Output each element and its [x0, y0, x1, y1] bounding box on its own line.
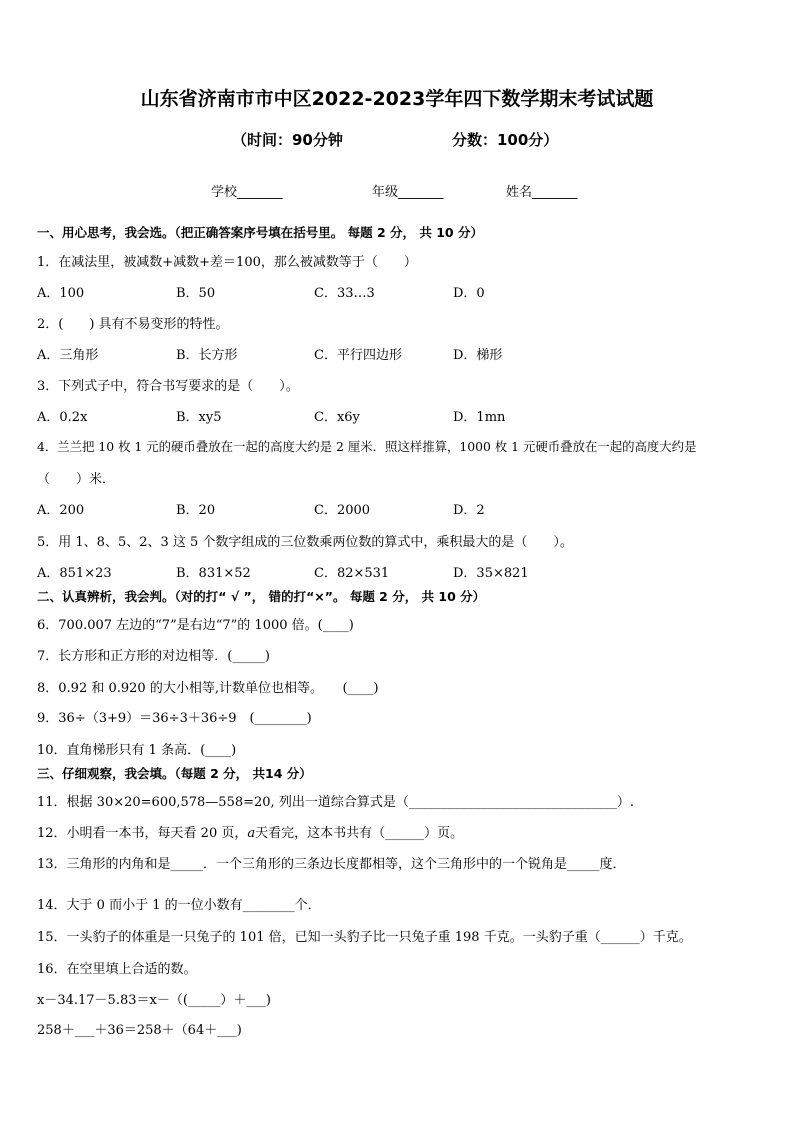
section-3-header: 三、仔细观察，我会填。（每题 2 分， 共14 分） — [37, 766, 312, 781]
q5-option-c: C．82×531 — [314, 566, 390, 581]
name-field: 姓名_______ — [506, 185, 578, 200]
question-12 — [37, 822, 463, 841]
question-15: 15．一头豹子的体重是一只兔子的 101 倍，已知一头豹子比一只兔子重 198 千克。一头豹子重（______）千克。 — [37, 930, 692, 945]
q12-variable: a — [247, 826, 256, 841]
question-14: 14．大于 0 而小于 1 的一位小数有________个． — [37, 898, 321, 913]
q12-text: 12．小明看一本书，每天看 20 页， — [37, 826, 248, 841]
q3-option-c: C．x6y — [314, 410, 360, 425]
q3-option-a: A．0.2x — [37, 410, 88, 425]
q1-option-c: C．33…3 — [314, 286, 375, 301]
question-16-line-a: x－34.17－5.83＝x－（(_____）＋___) — [37, 993, 271, 1008]
q3-option-d: D．1mn — [453, 410, 506, 425]
question-16-line-b: 258＋___＋36＝258＋（64＋___) — [37, 1023, 242, 1038]
q2-option-b: B．长方形 — [176, 348, 238, 363]
question-3: 3．下列式子中，符合书写要求的是（ ）。 — [37, 379, 299, 394]
q5-option-d: D．35×821 — [453, 566, 529, 581]
school-field: 学校_______ — [211, 185, 283, 200]
q1-option-b: B．50 — [176, 286, 216, 301]
section-1-header: 一、用心思考，我会选。（把正确答案序号填在括号里。 每题 2 分， 共 10 分） — [37, 225, 483, 240]
exam-time: （时间：90分钟 — [232, 131, 343, 149]
question-2: 2．( ) 具有不易变形的特性。 — [37, 317, 229, 332]
question-8: 8．0.92 和 0.920 的大小相等,计数单位也相等。 (____) — [37, 681, 379, 696]
q2-option-d: D．梯形 — [453, 348, 503, 363]
q4-option-b: B．20 — [176, 503, 216, 518]
grade-field: 年级_______ — [372, 185, 444, 200]
exam-title: 山东省济南市市中区2022-2023学年四下数学期末考试试题 — [140, 88, 654, 110]
question-7: 7．长方形和正方形的对边相等．(_____) — [37, 649, 270, 664]
question-9: 9．36÷（3+9）＝36÷3＋36÷9 (________) — [37, 711, 312, 726]
q2-option-c: C．平行四边形 — [314, 348, 402, 363]
section-2-header: 二、认真辨析，我会判。（对的打“ √ ”， 错的打“×”。 每题 2 分， 共 10 分） — [37, 589, 486, 604]
q1-option-d: D．0 — [453, 286, 485, 301]
q5-option-b: B．831×52 — [176, 566, 251, 581]
question-11: 11．根据 30×20=600,578—558=20, 列出一道综合算式是（________________________________）. — [37, 795, 634, 810]
exam-score: 分数：100分） — [452, 131, 559, 149]
question-16: 16．在空里填上合适的数。 — [37, 962, 197, 977]
q3-option-b: B．xy5 — [176, 410, 222, 425]
question-10: 10．直角梯形只有 1 条高．(____) — [37, 743, 237, 758]
q2-option-a: A．三角形 — [37, 348, 99, 363]
question-1: 1．在减法里，被减数+减数+差＝100，那么被减数等于（ ） — [37, 255, 417, 270]
q12-text-end: 天看完，这本书共有（______）页。 — [255, 826, 464, 841]
question-4-cont: （ ）米． — [37, 472, 116, 487]
question-13: 13．三角形的内角和是_____．一个三角形的三条边长度都相等，这个三角形中的一个锐角是_____度． — [37, 857, 626, 872]
q1-option-a: A．100 — [37, 286, 85, 301]
q4-option-a: A．200 — [37, 503, 85, 518]
question-5: 5．用 1、8、5、2、3 这 5 个数字组成的三位数乘两位数的算式中，乘积最大的是（ ）。 — [37, 535, 573, 550]
q4-option-c: C．2000 — [314, 503, 371, 518]
question-6: 6．700.007 左边的“7”是右边“7”的 1000 倍。(____) — [37, 618, 354, 633]
q5-option-a: A．851×23 — [37, 566, 112, 581]
question-4: 4．兰兰把 10 枚 1 元的硬币叠放在一起的高度大约是 2 厘米．照这样推算，1000 枚 1 元硬币叠放在一起的高度大约是 — [37, 439, 697, 454]
q4-option-d: D．2 — [453, 503, 485, 518]
